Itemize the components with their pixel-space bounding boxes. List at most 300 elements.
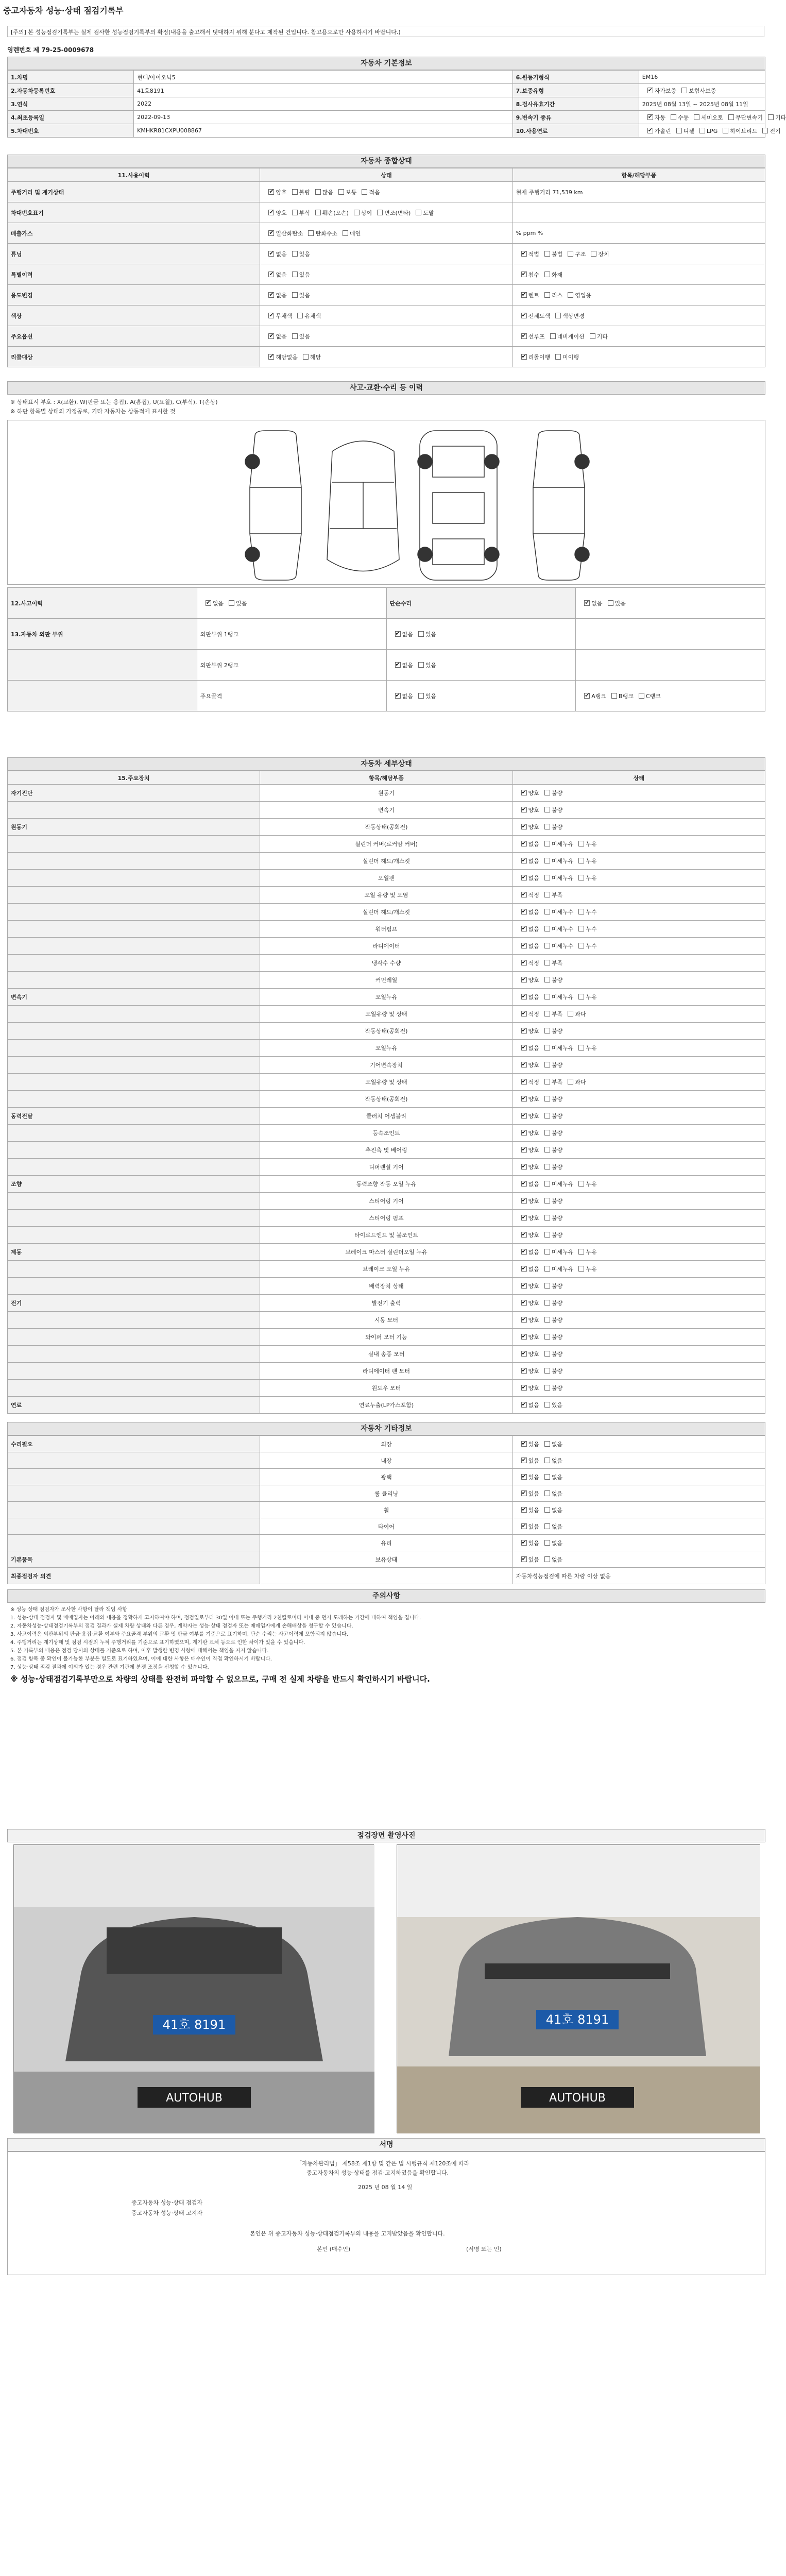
checkbox[interactable] bbox=[544, 1402, 550, 1408]
checkbox[interactable] bbox=[544, 858, 550, 863]
car-side-left-icon bbox=[245, 431, 301, 580]
checkbox[interactable] bbox=[544, 977, 550, 982]
checkbox-label: 양호 bbox=[276, 209, 287, 216]
checkbox[interactable] bbox=[521, 313, 527, 318]
checkbox-label: 양호 bbox=[528, 1028, 539, 1035]
checkbox[interactable] bbox=[292, 210, 298, 215]
checkbox[interactable] bbox=[544, 1113, 550, 1118]
row-items: % ppm % bbox=[512, 223, 765, 244]
table-row bbox=[8, 955, 765, 972]
checkbox[interactable] bbox=[544, 1507, 550, 1513]
row-item: 실린더 헤드/개스킷 bbox=[260, 853, 512, 870]
checkbox[interactable] bbox=[544, 1062, 550, 1067]
car-side-right-icon bbox=[533, 431, 589, 580]
row-status bbox=[512, 1485, 765, 1502]
checkbox[interactable] bbox=[590, 333, 595, 339]
table-row bbox=[8, 84, 765, 97]
row-label: 4.최초등록일 bbox=[8, 111, 134, 124]
checkbox[interactable] bbox=[647, 88, 653, 93]
checkbox-label: 영업용 bbox=[575, 292, 592, 299]
checkbox[interactable] bbox=[521, 994, 527, 999]
checkbox[interactable] bbox=[521, 1215, 527, 1221]
checkbox[interactable] bbox=[521, 1458, 527, 1463]
checkbox[interactable] bbox=[521, 1028, 527, 1033]
table-row bbox=[8, 1142, 765, 1159]
checkbox[interactable] bbox=[544, 875, 550, 880]
checkbox[interactable] bbox=[608, 600, 613, 606]
checkbox[interactable] bbox=[544, 1011, 550, 1016]
checkbox[interactable] bbox=[611, 693, 617, 699]
row-status bbox=[512, 1278, 765, 1295]
checkbox[interactable] bbox=[544, 1458, 550, 1463]
row-status bbox=[512, 1176, 765, 1193]
checkbox[interactable] bbox=[343, 230, 348, 236]
checkbox[interactable] bbox=[377, 210, 383, 215]
checkbox[interactable] bbox=[521, 807, 527, 812]
row-items: 현재 주행거리 71,539 km bbox=[512, 182, 765, 202]
checkbox[interactable] bbox=[315, 210, 321, 215]
checkbox[interactable] bbox=[544, 790, 550, 795]
checkbox[interactable] bbox=[591, 251, 596, 257]
row-group bbox=[8, 938, 260, 955]
front-photo bbox=[13, 1844, 374, 2133]
checkbox[interactable] bbox=[550, 333, 556, 339]
row-group bbox=[8, 1125, 260, 1142]
checkbox[interactable] bbox=[521, 1181, 527, 1187]
checkbox[interactable] bbox=[521, 1523, 527, 1529]
checkbox-label: 미세누유 bbox=[551, 1249, 574, 1256]
checkbox[interactable] bbox=[555, 354, 561, 360]
checkbox-label: 불량 bbox=[551, 1096, 563, 1103]
checkbox[interactable] bbox=[521, 1283, 527, 1289]
row-items bbox=[512, 306, 765, 326]
row-group bbox=[8, 972, 260, 989]
checkbox[interactable] bbox=[694, 114, 699, 120]
checkbox[interactable] bbox=[292, 292, 298, 298]
row-status bbox=[260, 244, 512, 264]
row-status bbox=[512, 819, 765, 836]
checkbox-label: 양호 bbox=[528, 1215, 539, 1222]
row-value: 2025년 08월 13일 ~ 2025년 08월 11일 bbox=[639, 97, 765, 111]
checkbox[interactable] bbox=[544, 1300, 550, 1306]
checkbox[interactable] bbox=[544, 1441, 550, 1447]
checkbox-label: 누유 bbox=[586, 875, 597, 882]
checkbox[interactable] bbox=[544, 1096, 550, 1101]
checkbox-label: 적법 bbox=[528, 250, 539, 258]
row-item: 원동기 bbox=[260, 785, 512, 802]
checkbox-label: 누수 bbox=[586, 926, 597, 933]
table-row bbox=[8, 836, 765, 853]
row-status bbox=[512, 1535, 765, 1551]
row-b bbox=[386, 681, 576, 711]
row-item: 타이어 bbox=[260, 1518, 512, 1535]
checkbox[interactable] bbox=[521, 1490, 527, 1496]
checkbox[interactable] bbox=[268, 251, 274, 257]
checkbox[interactable] bbox=[521, 1164, 527, 1170]
checkbox[interactable] bbox=[544, 1164, 550, 1170]
checkbox[interactable] bbox=[521, 292, 527, 298]
checkbox[interactable] bbox=[521, 333, 527, 339]
checkbox-label: 불량 bbox=[551, 1215, 563, 1222]
checkbox-label: 있음 bbox=[425, 662, 437, 669]
checkbox-label: 없음 bbox=[528, 875, 539, 882]
row-group bbox=[8, 1485, 260, 1502]
checkbox-label: 없음 bbox=[528, 943, 539, 950]
checkbox[interactable] bbox=[544, 1181, 550, 1187]
checkbox[interactable] bbox=[568, 251, 573, 257]
checkbox[interactable] bbox=[395, 631, 401, 637]
checkbox-label: B랭크 bbox=[619, 692, 634, 700]
checkbox[interactable] bbox=[544, 1198, 550, 1204]
checkbox-label: 양호 bbox=[528, 1283, 539, 1290]
checkbox[interactable] bbox=[521, 1232, 527, 1238]
checkbox-label: 없음 bbox=[528, 1045, 539, 1052]
checkbox-label: 없음 bbox=[591, 600, 603, 607]
checkbox[interactable] bbox=[418, 693, 424, 699]
checkbox[interactable] bbox=[521, 875, 527, 880]
row-status bbox=[260, 326, 512, 347]
checkbox[interactable] bbox=[544, 1079, 550, 1084]
row-value bbox=[639, 124, 781, 138]
table-row bbox=[8, 347, 765, 367]
checkbox[interactable] bbox=[544, 943, 550, 948]
row-label bbox=[8, 650, 197, 681]
checkbox[interactable] bbox=[268, 230, 274, 236]
checkbox[interactable] bbox=[521, 892, 527, 897]
checkbox[interactable] bbox=[578, 926, 584, 931]
row-status bbox=[512, 1346, 765, 1363]
checkbox-label: 불법 bbox=[551, 250, 563, 258]
row-a: 주요골격 bbox=[197, 681, 386, 711]
row-item: 변속기 bbox=[260, 802, 512, 819]
checkbox[interactable] bbox=[206, 600, 211, 606]
checkbox[interactable] bbox=[292, 272, 298, 277]
table-row bbox=[8, 619, 765, 650]
row-item: 커먼레일 bbox=[260, 972, 512, 989]
row-item: 라디에이터 bbox=[260, 938, 512, 955]
checkbox-label: 있음 bbox=[425, 692, 437, 700]
checkbox[interactable] bbox=[297, 313, 303, 318]
caution-line: ※ 성능·상태 점검자가 조사한 사항이 달라 책임 사항 bbox=[10, 1607, 128, 1613]
checkbox[interactable] bbox=[521, 909, 527, 914]
checkbox[interactable] bbox=[268, 189, 274, 195]
table-row bbox=[8, 819, 765, 836]
checkbox[interactable] bbox=[521, 858, 527, 863]
row-items bbox=[512, 202, 765, 223]
row-group bbox=[8, 1346, 260, 1363]
checkbox[interactable] bbox=[521, 1011, 527, 1016]
checkbox[interactable] bbox=[584, 693, 590, 699]
checkbox[interactable] bbox=[308, 230, 314, 236]
row-label: 13.자동차 외판 부위 bbox=[8, 619, 197, 650]
table-row bbox=[8, 1535, 765, 1551]
row-group bbox=[8, 1227, 260, 1244]
checkbox[interactable] bbox=[229, 600, 234, 606]
checkbox-label: 불량 bbox=[551, 1113, 563, 1120]
checkbox[interactable] bbox=[768, 114, 774, 120]
checkbox-label: 누유 bbox=[586, 1249, 597, 1256]
checkbox[interactable] bbox=[338, 189, 344, 195]
checkbox[interactable] bbox=[521, 1556, 527, 1562]
checkbox[interactable] bbox=[544, 251, 550, 257]
checkbox[interactable] bbox=[521, 1266, 527, 1272]
table-row bbox=[8, 1227, 765, 1244]
checkbox[interactable] bbox=[544, 909, 550, 914]
row-group bbox=[8, 853, 260, 870]
row-status bbox=[512, 802, 765, 819]
checkbox-label: 없음 bbox=[528, 926, 539, 933]
checkbox[interactable] bbox=[521, 1507, 527, 1513]
checkbox[interactable] bbox=[544, 272, 550, 277]
checkbox[interactable] bbox=[578, 994, 584, 999]
sign-line-1: 「자동차관리법」 제58조 제1항 및 같은 법 시행규칙 제120조에 따라 bbox=[296, 2160, 470, 2167]
checkbox[interactable] bbox=[521, 1402, 527, 1408]
checkbox[interactable] bbox=[303, 354, 309, 360]
checkbox[interactable] bbox=[578, 1181, 584, 1187]
checkbox[interactable] bbox=[578, 875, 584, 880]
checkbox-label: 누수 bbox=[586, 943, 597, 950]
table-row bbox=[8, 1568, 765, 1584]
row-group bbox=[8, 1193, 260, 1210]
checkbox[interactable] bbox=[395, 693, 401, 699]
checkbox[interactable] bbox=[639, 693, 644, 699]
checkbox-label: 불량 bbox=[551, 1283, 563, 1290]
checkbox[interactable] bbox=[521, 1441, 527, 1447]
checkbox[interactable] bbox=[521, 1540, 527, 1546]
checkbox[interactable] bbox=[544, 1249, 550, 1255]
row-group bbox=[8, 1023, 260, 1040]
row-item: 보유상태 bbox=[260, 1551, 512, 1568]
checkbox[interactable] bbox=[544, 1334, 550, 1340]
checkbox[interactable] bbox=[544, 1028, 550, 1033]
checkbox[interactable] bbox=[568, 1011, 573, 1016]
row-status bbox=[512, 1227, 765, 1244]
checkbox[interactable] bbox=[544, 1045, 550, 1050]
checkbox-label: 불량 bbox=[551, 824, 563, 831]
checkbox[interactable] bbox=[416, 210, 421, 215]
row-status bbox=[512, 1193, 765, 1210]
checkbox-label: 전체도색 bbox=[528, 312, 551, 319]
checkbox-label: 없음 bbox=[528, 841, 539, 848]
checkbox[interactable] bbox=[521, 1385, 527, 1391]
checkbox[interactable] bbox=[268, 333, 274, 339]
table-row bbox=[8, 1125, 765, 1142]
checkbox-label: 무채색 bbox=[276, 312, 293, 319]
checkbox[interactable] bbox=[699, 128, 705, 133]
row-status bbox=[512, 1397, 765, 1414]
checkbox[interactable] bbox=[521, 960, 527, 965]
checkbox[interactable] bbox=[578, 1249, 584, 1255]
checkbox[interactable] bbox=[521, 272, 527, 277]
checkbox[interactable] bbox=[544, 1368, 550, 1374]
row-group: 연료 bbox=[8, 1397, 260, 1414]
checkbox[interactable] bbox=[521, 1130, 527, 1136]
checkbox[interactable] bbox=[544, 1266, 550, 1272]
checkbox[interactable] bbox=[544, 960, 550, 965]
checkbox[interactable] bbox=[762, 128, 768, 133]
table-row bbox=[8, 853, 765, 870]
checkbox-label: 있음 bbox=[425, 631, 437, 638]
section-accident: 사고·교환·수리 등 이력 bbox=[7, 381, 765, 395]
checkbox[interactable] bbox=[568, 1079, 573, 1084]
checkbox[interactable] bbox=[521, 1300, 527, 1306]
checkbox[interactable] bbox=[521, 1045, 527, 1050]
caution-line: 1. 성능·상태 점검자 및 매매업자는 아래의 내용을 정확하게 고지하여야 하며, 점검일로부터 30일 이내 또는 주행거리 2천킬로미터 이내 중 먼저 도래하는 기간에 대하여 책임을 집니다. bbox=[10, 1615, 421, 1621]
checkbox[interactable] bbox=[268, 210, 274, 215]
checkbox[interactable] bbox=[521, 1198, 527, 1204]
checkbox-label: 누유 bbox=[586, 858, 597, 865]
checkbox[interactable] bbox=[578, 943, 584, 948]
checkbox[interactable] bbox=[544, 1232, 550, 1238]
checkbox[interactable] bbox=[544, 892, 550, 897]
checkbox[interactable] bbox=[681, 88, 687, 93]
checkbox[interactable] bbox=[578, 909, 584, 914]
row-item: 룸 클리닝 bbox=[260, 1485, 512, 1502]
checkbox[interactable] bbox=[315, 189, 321, 195]
checkbox[interactable] bbox=[578, 858, 584, 863]
row-item: 작동상태(공회전) bbox=[260, 1091, 512, 1108]
checkbox-label: 양호 bbox=[528, 1300, 539, 1307]
row-status bbox=[512, 1329, 765, 1346]
checkbox[interactable] bbox=[521, 977, 527, 982]
checkbox[interactable] bbox=[268, 313, 274, 318]
checkbox[interactable] bbox=[671, 114, 676, 120]
checkbox-label: 있음 bbox=[236, 600, 247, 607]
checkbox[interactable] bbox=[521, 1351, 527, 1357]
checkbox[interactable] bbox=[418, 662, 424, 668]
table-row bbox=[8, 306, 765, 326]
checkbox-label: 있음 bbox=[528, 1556, 539, 1563]
checkbox[interactable] bbox=[578, 841, 584, 846]
row-status bbox=[512, 1452, 765, 1469]
checkbox[interactable] bbox=[544, 292, 550, 298]
checkbox[interactable] bbox=[395, 662, 401, 668]
checkbox[interactable] bbox=[578, 1045, 584, 1050]
checkbox[interactable] bbox=[578, 1266, 584, 1272]
checkbox-label: 없음 bbox=[528, 994, 539, 1001]
checkbox[interactable] bbox=[728, 114, 734, 120]
checkbox[interactable] bbox=[647, 128, 653, 133]
row-status bbox=[512, 1502, 765, 1518]
row-item: 작동상태(공회전) bbox=[260, 819, 512, 836]
table-row bbox=[8, 1057, 765, 1074]
checkbox[interactable] bbox=[544, 1490, 550, 1496]
checkbox-label: 부족 bbox=[551, 892, 563, 899]
checkbox[interactable] bbox=[521, 354, 527, 360]
checkbox[interactable] bbox=[362, 189, 367, 195]
row-status bbox=[512, 1518, 765, 1535]
checkbox-label: 미세누유 bbox=[551, 994, 574, 1001]
checkbox[interactable] bbox=[544, 1385, 550, 1391]
column-header: 11.사용이력 bbox=[8, 168, 260, 182]
checkbox[interactable] bbox=[544, 841, 550, 846]
row-status bbox=[512, 887, 765, 904]
checkbox[interactable] bbox=[521, 790, 527, 795]
checkbox[interactable] bbox=[292, 189, 298, 195]
checkbox-label: 리콜이행 bbox=[528, 353, 551, 361]
checkbox[interactable] bbox=[555, 313, 561, 318]
checkbox[interactable] bbox=[723, 128, 728, 133]
row-status bbox=[512, 1469, 765, 1485]
row-label: 2.자동차등록번호 bbox=[8, 84, 134, 97]
checkbox[interactable] bbox=[521, 1474, 527, 1480]
checkbox[interactable] bbox=[544, 1147, 550, 1153]
document-title: 중고자동차 성능·상태 점검기록부 bbox=[3, 6, 124, 15]
checkbox[interactable] bbox=[521, 1113, 527, 1118]
checkbox-label: 없음 bbox=[551, 1440, 563, 1448]
checkbox[interactable] bbox=[521, 824, 527, 829]
checkbox-label: 불량 bbox=[299, 189, 310, 196]
checkbox[interactable] bbox=[544, 1283, 550, 1289]
checkbox[interactable] bbox=[268, 272, 274, 277]
checkbox[interactable] bbox=[647, 114, 653, 120]
checkbox[interactable] bbox=[544, 824, 550, 829]
checkbox[interactable] bbox=[292, 333, 298, 339]
row-a bbox=[197, 588, 386, 619]
checkbox[interactable] bbox=[521, 1062, 527, 1067]
checkbox[interactable] bbox=[544, 1523, 550, 1529]
checkbox[interactable] bbox=[521, 1249, 527, 1255]
checkbox-label: 양호 bbox=[528, 1334, 539, 1341]
row-status bbox=[512, 1261, 765, 1278]
checkbox[interactable] bbox=[292, 251, 298, 257]
checkbox[interactable] bbox=[418, 631, 424, 637]
row-items bbox=[512, 244, 765, 264]
row-status bbox=[260, 347, 512, 367]
checkbox[interactable] bbox=[521, 1334, 527, 1340]
checkbox[interactable] bbox=[521, 1147, 527, 1153]
checkbox[interactable] bbox=[521, 1368, 527, 1374]
checkbox[interactable] bbox=[544, 1215, 550, 1221]
checkbox[interactable] bbox=[544, 1474, 550, 1480]
checkbox[interactable] bbox=[584, 600, 590, 606]
row-status bbox=[512, 1295, 765, 1312]
row-status bbox=[512, 1551, 765, 1568]
checkbox[interactable] bbox=[544, 1317, 550, 1323]
checkbox[interactable] bbox=[521, 1079, 527, 1084]
checkbox-label: 없음 bbox=[551, 1556, 563, 1563]
checkbox[interactable] bbox=[568, 292, 573, 298]
checkbox[interactable] bbox=[521, 251, 527, 257]
checkbox[interactable] bbox=[544, 926, 550, 931]
checkbox[interactable] bbox=[521, 841, 527, 846]
row-value: KMHKR81CXPU008867 bbox=[134, 124, 512, 138]
checkbox[interactable] bbox=[521, 943, 527, 948]
checkbox[interactable] bbox=[521, 926, 527, 931]
checkbox[interactable] bbox=[544, 994, 550, 999]
checkbox[interactable] bbox=[544, 1351, 550, 1357]
row-group bbox=[8, 802, 260, 819]
table-row bbox=[8, 202, 765, 223]
checkbox[interactable] bbox=[676, 128, 682, 133]
checkbox[interactable] bbox=[268, 292, 274, 298]
checkbox[interactable] bbox=[544, 1540, 550, 1546]
checkbox-label: 누유 bbox=[586, 1045, 597, 1052]
row-group bbox=[8, 921, 260, 938]
checkbox[interactable] bbox=[544, 1130, 550, 1136]
checkbox[interactable] bbox=[354, 210, 360, 215]
checkbox[interactable] bbox=[521, 1317, 527, 1323]
checkbox[interactable] bbox=[544, 1556, 550, 1562]
column-header: 항목/해당부품 bbox=[260, 771, 512, 785]
checkbox[interactable] bbox=[544, 807, 550, 812]
checkbox-label: 자동 bbox=[654, 114, 666, 121]
row-status bbox=[512, 1159, 765, 1176]
row-status bbox=[512, 853, 765, 870]
checkbox[interactable] bbox=[521, 1096, 527, 1101]
checkbox-label: 미세누유 bbox=[551, 875, 574, 882]
checkbox[interactable] bbox=[268, 354, 274, 360]
